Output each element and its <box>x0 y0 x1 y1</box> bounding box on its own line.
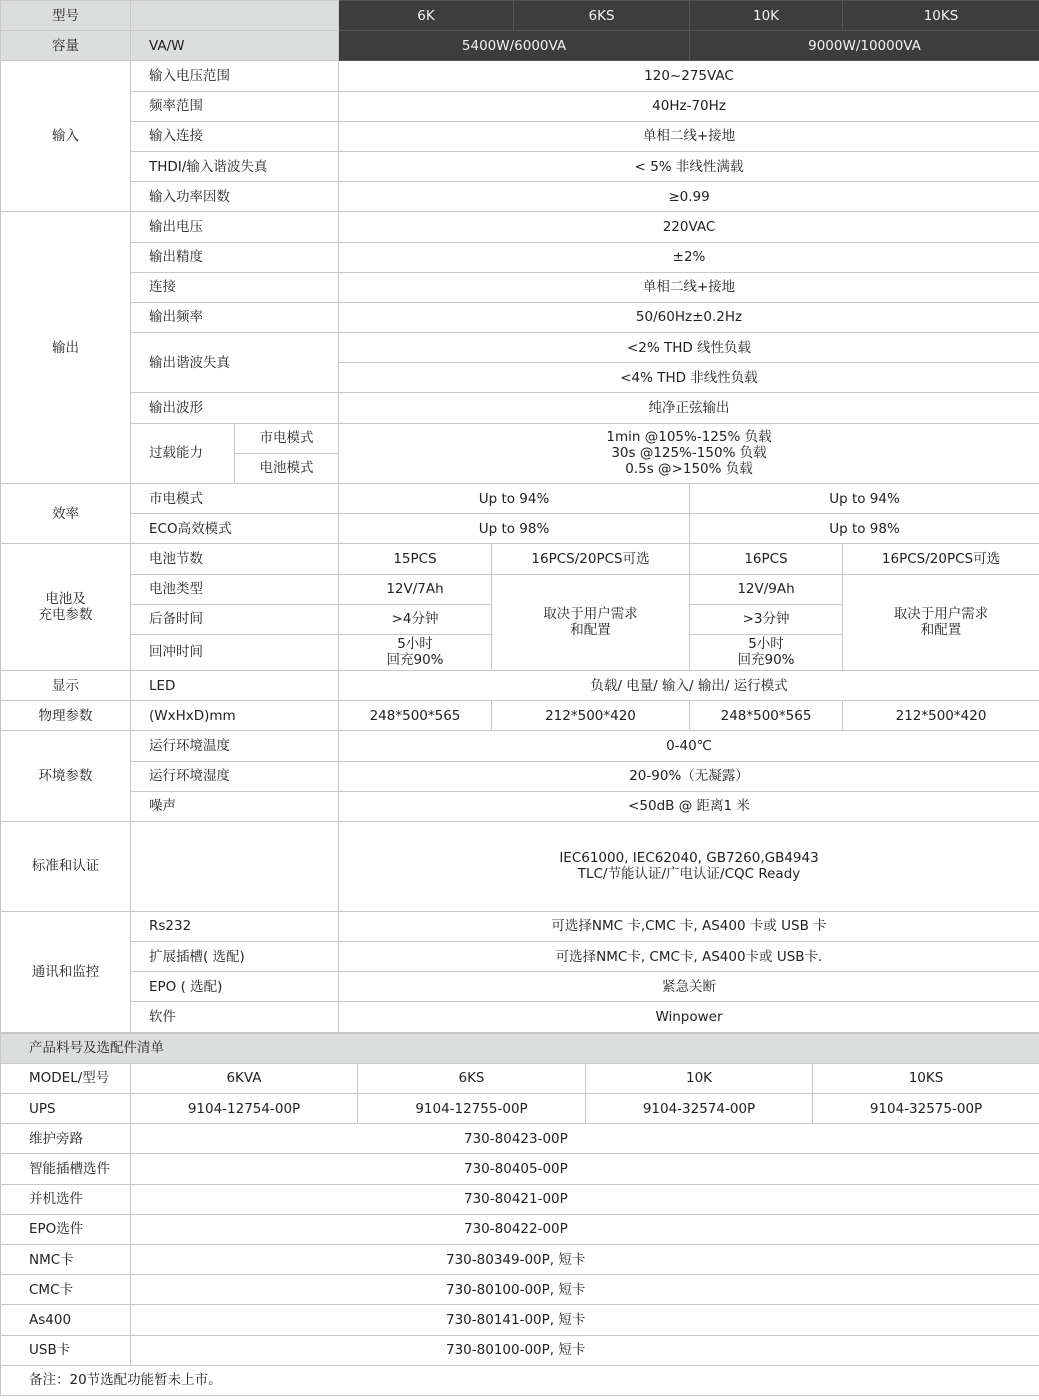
comm-row <box>1 942 1039 972</box>
spec-value: 16PCS/20PCS可选 <box>492 544 690 574</box>
accessory-label: 维护旁路 <box>1 1124 131 1154</box>
output-row <box>1 272 1039 302</box>
accessory-part: 730-80349-00P, 短卡 <box>131 1244 1039 1274</box>
spec-label: 输入连接 <box>131 121 339 151</box>
input-group-label: 输入 <box>1 61 131 212</box>
model-10ks: 10KS <box>843 1 1039 31</box>
parts-number: 9104-12755-00P <box>358 1094 586 1124</box>
accessory-row <box>1 1124 1039 1154</box>
overload-mode-battery: 电池模式 <box>235 453 339 483</box>
model-6k: 6K <box>339 1 514 31</box>
standards-line: TLC/节能认证/广电认证/CQC Ready <box>577 866 801 883</box>
standards-value <box>339 821 1039 911</box>
footnote: 备注：20节选配功能暂未上市。 <box>1 1365 1039 1395</box>
model-10k: 10K <box>690 1 843 31</box>
spec-value: 220VAC <box>339 212 1039 242</box>
parts-model-label: MODEL/型号 <box>1 1063 131 1093</box>
spec-label: 后备时间 <box>131 604 339 634</box>
accessory-label: CMC卡 <box>1 1275 131 1305</box>
accessory-row <box>1 1305 1039 1335</box>
spec-value <box>339 634 492 670</box>
model-6ks: 6KS <box>514 1 690 31</box>
overload-line: 1min @105%-125% 负载 <box>606 429 772 446</box>
spec-label: 输入功率因数 <box>131 182 339 212</box>
model-label-blank <box>131 1 339 31</box>
accessory-label: 并机选件 <box>1 1184 131 1214</box>
overload-line: 0.5s @>150% 负载 <box>625 461 753 478</box>
spec-label: 输出电压 <box>131 212 339 242</box>
accessory-row <box>1 1244 1039 1274</box>
spec-value: 248*500*565 <box>690 701 843 731</box>
overload-mode-utility: 市电模式 <box>235 423 339 453</box>
spec-value: 12V/7Ah <box>339 574 492 604</box>
depends-line: 和配置 <box>570 622 611 639</box>
parts-model: 6KVA <box>131 1063 358 1093</box>
accessory-label: 智能插槽选件 <box>1 1154 131 1184</box>
output-thd-row <box>1 333 1039 363</box>
spec-value: Up to 98% <box>339 514 690 544</box>
comm-row <box>1 1002 1039 1032</box>
environment-row <box>1 731 1039 761</box>
spec-label: Rs232 <box>131 911 339 941</box>
spec-label: 频率范围 <box>131 91 339 121</box>
accessory-row <box>1 1275 1039 1305</box>
spec-value: 紧急关断 <box>339 972 1039 1002</box>
spec-label: 输出频率 <box>131 302 339 332</box>
spec-value: 16PCS/20PCS可选 <box>843 544 1039 574</box>
capacity-unit: VA/W <box>131 31 339 61</box>
parts-model: 10KS <box>813 1063 1039 1093</box>
spec-label: 电池类型 <box>131 574 339 604</box>
display-row <box>1 670 1039 700</box>
spec-value: 16PCS <box>690 544 843 574</box>
efficiency-row <box>1 484 1039 514</box>
battery-group-line: 充电参数 <box>38 607 93 624</box>
spec-label: LED <box>131 670 339 700</box>
battery-group-label <box>1 544 131 671</box>
input-row <box>1 61 1039 91</box>
accessory-part: 730-80100-00P, 短卡 <box>131 1335 1039 1365</box>
accessory-label: As400 <box>1 1305 131 1335</box>
capacity-row <box>1 31 1039 61</box>
comm-row <box>1 972 1039 1002</box>
spec-label: 市电模式 <box>131 484 339 514</box>
spec-label: 输出精度 <box>131 242 339 272</box>
standards-label-blank <box>131 821 339 911</box>
recharge-line: 回充90% <box>386 652 444 669</box>
spec-value: Up to 98% <box>690 514 1039 544</box>
spec-value: 负载/ 电量/ 输入/ 输出/ 运行模式 <box>339 670 1039 700</box>
input-row <box>1 151 1039 181</box>
spec-label: THDI/输入谐波失真 <box>131 151 339 181</box>
spec-value: Up to 94% <box>690 484 1039 514</box>
spec-label: ECO高效模式 <box>131 514 339 544</box>
overload-line: 30s @125%-150% 负载 <box>611 445 767 462</box>
accessory-part: 730-80100-00P, 短卡 <box>131 1275 1039 1305</box>
efficiency-group-label: 效率 <box>1 484 131 544</box>
spec-value: 248*500*565 <box>339 701 492 731</box>
accessory-part: 730-80405-00P <box>131 1154 1039 1184</box>
accessory-row <box>1 1335 1039 1365</box>
model-label: 型号 <box>1 1 131 31</box>
spec-label: 运行环境湿度 <box>131 761 339 791</box>
parts-section-title: 产品料号及选配件清单 <box>1 1033 1039 1063</box>
parts-model-row <box>1 1063 1039 1093</box>
spec-value: >4分钟 <box>339 604 492 634</box>
spec-value: <50dB @ 距离1 米 <box>339 791 1039 821</box>
accessory-label: EPO选件 <box>1 1214 131 1244</box>
spec-value: 50/60Hz±0.2Hz <box>339 302 1039 332</box>
depends-on-config-10ks <box>843 574 1039 670</box>
parts-model: 6KS <box>358 1063 586 1093</box>
spec-value: <2% THD 线性负载 <box>339 333 1039 363</box>
spec-value: 212*500*420 <box>843 701 1039 731</box>
physical-group-label: 物理参数 <box>1 701 131 731</box>
display-group-label: 显示 <box>1 670 131 700</box>
spec-label: 输入电压范围 <box>131 61 339 91</box>
overload-row <box>1 423 1039 453</box>
accessory-row <box>1 1184 1039 1214</box>
spec-value: < 5% 非线性满载 <box>339 151 1039 181</box>
recharge-line: 5小时 <box>748 636 784 653</box>
recharge-line: 回充90% <box>737 652 795 669</box>
spec-label: 运行环境温度 <box>131 731 339 761</box>
spec-value: Up to 94% <box>339 484 690 514</box>
output-row <box>1 212 1039 242</box>
capacity-6k: 5400W/6000VA <box>339 31 690 61</box>
depends-on-config-6ks <box>492 574 690 670</box>
depends-line: 取决于用户需求 <box>543 606 638 623</box>
battery-row <box>1 574 1039 604</box>
environment-group-label: 环境参数 <box>1 731 131 822</box>
accessory-part: 730-80423-00P <box>131 1124 1039 1154</box>
spec-value: 40Hz-70Hz <box>339 91 1039 121</box>
spec-label: 回冲时间 <box>131 634 339 670</box>
spec-label: 电池节数 <box>131 544 339 574</box>
parts-title-row <box>1 1033 1039 1063</box>
model-header-row <box>1 1 1039 31</box>
parts-ups-label: UPS <box>1 1094 131 1124</box>
spec-label: 输出谐波失真 <box>131 333 339 393</box>
standards-line: IEC61000, IEC62040, GB7260,GB4943 <box>559 850 819 867</box>
spec-label: (WxHxD)mm <box>131 701 339 731</box>
physical-row <box>1 701 1039 731</box>
parts-table <box>0 1033 1039 1396</box>
input-row <box>1 121 1039 151</box>
accessory-row <box>1 1214 1039 1244</box>
parts-model: 10K <box>586 1063 813 1093</box>
spec-value: 单相二线+接地 <box>339 121 1039 151</box>
spec-value <box>690 634 843 670</box>
parts-ups-row <box>1 1094 1039 1124</box>
output-row <box>1 242 1039 272</box>
input-row <box>1 182 1039 212</box>
accessory-part: 730-80421-00P <box>131 1184 1039 1214</box>
environment-row <box>1 761 1039 791</box>
spec-value: 可选择NMC卡, CMC卡, AS400卡或 USB卡. <box>339 942 1039 972</box>
spec-value: Winpower <box>339 1002 1039 1032</box>
spec-value: 单相二线+接地 <box>339 272 1039 302</box>
spec-value: 12V/9Ah <box>690 574 843 604</box>
standards-group-label: 标准和认证 <box>1 821 131 911</box>
accessory-label: USB卡 <box>1 1335 131 1365</box>
spec-value: 120~275VAC <box>339 61 1039 91</box>
parts-number: 9104-32574-00P <box>586 1094 813 1124</box>
spec-value: >3分钟 <box>690 604 843 634</box>
output-row <box>1 302 1039 332</box>
environment-row <box>1 791 1039 821</box>
spec-value: 20-90%（无凝露） <box>339 761 1039 791</box>
battery-group-line: 电池及 <box>45 591 86 608</box>
battery-row <box>1 544 1039 574</box>
accessory-part: 730-80141-00P, 短卡 <box>131 1305 1039 1335</box>
spec-value: 可选择NMC 卡,CMC 卡, AS400 卡或 USB 卡 <box>339 911 1039 941</box>
spec-label: 输出波形 <box>131 393 339 423</box>
spec-label: EPO ( 选配) <box>131 972 339 1002</box>
comm-group-label: 通讯和监控 <box>1 911 131 1032</box>
efficiency-row <box>1 514 1039 544</box>
overload-label: 过载能力 <box>131 423 235 483</box>
spec-value: 0-40℃ <box>339 731 1039 761</box>
accessory-label: NMC卡 <box>1 1244 131 1274</box>
depends-line: 取决于用户需求 <box>893 606 989 623</box>
parts-number: 9104-12754-00P <box>131 1094 358 1124</box>
spec-value: 212*500*420 <box>492 701 690 731</box>
capacity-10k: 9000W/10000VA <box>690 31 1039 61</box>
comm-row <box>1 911 1039 941</box>
recharge-line: 5小时 <box>397 636 433 653</box>
output-row <box>1 393 1039 423</box>
accessory-row <box>1 1154 1039 1184</box>
depends-line: 和配置 <box>920 622 962 639</box>
note-row <box>1 1365 1039 1395</box>
spec-label: 连接 <box>131 272 339 302</box>
input-row <box>1 91 1039 121</box>
capacity-label: 容量 <box>1 31 131 61</box>
spec-value: ±2% <box>339 242 1039 272</box>
spec-label: 扩展插槽( 选配) <box>131 942 339 972</box>
spec-value: <4% THD 非线性负载 <box>339 363 1039 393</box>
spec-value: 15PCS <box>339 544 492 574</box>
accessory-part: 730-80422-00P <box>131 1214 1039 1244</box>
spec-label: 噪声 <box>131 791 339 821</box>
parts-number: 9104-32575-00P <box>813 1094 1039 1124</box>
output-group-label: 输出 <box>1 212 131 484</box>
spec-value: ≥0.99 <box>339 182 1039 212</box>
standards-row <box>1 821 1039 911</box>
spec-label: 软件 <box>131 1002 339 1032</box>
spec-value: 纯净正弦输出 <box>339 393 1039 423</box>
overload-values <box>339 423 1039 483</box>
